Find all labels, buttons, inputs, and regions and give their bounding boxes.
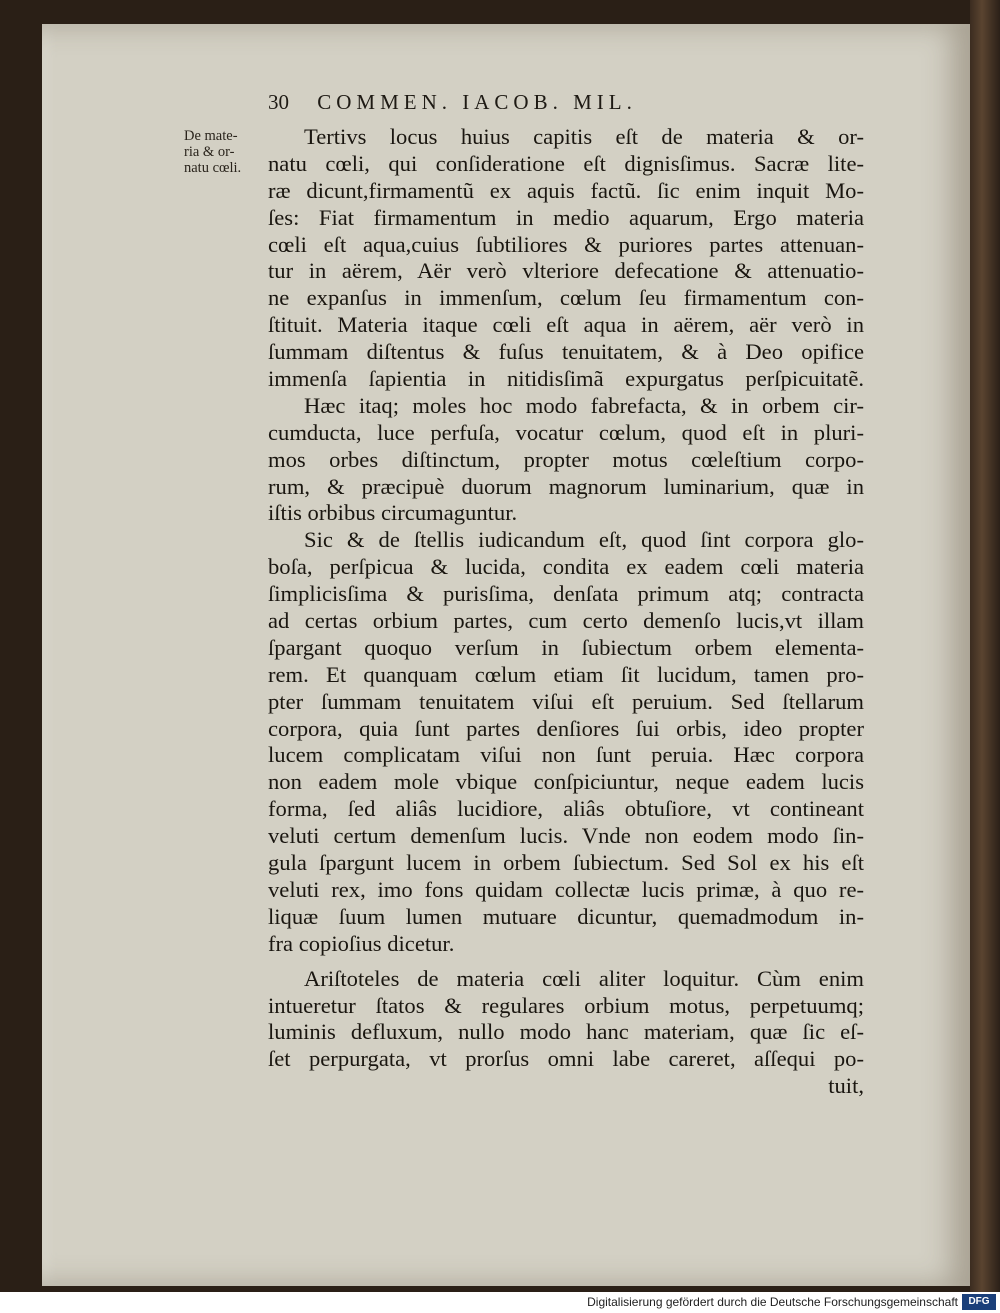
text-line: veluti certum demenſum lucis. Vnde non eodem modo ſin- <box>268 823 864 849</box>
text-line: rem. Et quanquam cœlum etiam ſit lucidum, tamen pro- <box>268 661 864 687</box>
text-line: ne expanſus in immenſum, cœlum ſeu firmamentum con- <box>268 285 864 311</box>
text-line: non eadem mole vbique conſpiciuntur, neque eadem lucis <box>268 769 864 795</box>
text-line: pter ſummam tenuitatem viſui eſt peruium. Sed ſtellarum <box>268 688 864 714</box>
text-line: forma, ſed aliâs lucidiore, aliâs obtuſiore, vt contineant <box>268 796 864 822</box>
margin-note <box>184 128 280 176</box>
text-line: Ariſtoteles de materia cœli aliter loquitur. Cùm enim <box>304 965 864 991</box>
text-line: fra copioſius dicetur. <box>268 930 455 956</box>
text-line: ſet perpurgata, vt prorſus omni labe careret, aſſequi po- <box>268 1046 864 1072</box>
text-line: ad certas orbium partes, cum certo demenſo lucis,vt illam <box>268 608 864 634</box>
text-line: Sic & de ſtellis iudicandum eſt, quod ſint corpora glo- <box>304 527 864 553</box>
text-line: luminis defluxum, nullo modo hanc materiam, quæ ſic eſ- <box>268 1019 864 1045</box>
text-line: immenſa ſapientia in nitidisſimã expurgatus perſpicuitatẽ. <box>268 366 864 392</box>
text-line: lucem complicatam viſui non ſunt peruia. Hæc corpora <box>268 742 864 768</box>
text-line: veluti rex, imo fons quidam collectæ lucis primæ, à quo re- <box>268 876 864 902</box>
page-number: 30 <box>268 90 289 114</box>
text-line: intueretur ſtatos & regulares orbium motus, perpetuumq; <box>268 992 864 1018</box>
text-line: iſtis orbibus circumaguntur. <box>268 500 518 526</box>
text-line: gula ſpargunt lucem in orbem ſubiectum. Sed Sol ex his eſt <box>268 850 864 876</box>
text-line: Tertivs locus huius capitis eſt de materia & or- <box>304 124 864 149</box>
text-line: ſtituit. Materia itaque cœli eſt aqua in aërem, aër verò in <box>268 312 864 338</box>
text-line: ſimplicisſima & purisſima, denſata primum atq; contracta <box>268 581 864 607</box>
text-line: Hæc itaq; moles hoc modo fabrefacta, & in orbem cir- <box>304 392 864 418</box>
text-line: ſes: Fiat firmamentum in medio aquarum, Ergo materia <box>268 204 864 230</box>
text-line: tur in aërem, Aër verò vlteriore defecatione & attenuatio- <box>268 258 864 284</box>
text-line: corpora, quia ſunt partes denſiores ſui orbis, ideo propter <box>268 715 864 741</box>
text-line: ræ dicunt,firmamentũ ex aquis factũ. ſic enim inquit Mo- <box>268 177 864 203</box>
book-spine <box>970 0 1000 1292</box>
body-text <box>268 124 864 1100</box>
dfg-logo: DFG <box>962 1294 996 1310</box>
paragraph-gap <box>268 958 864 966</box>
footer-bar <box>0 1292 1000 1313</box>
digitization-credit: Digitalisierung gefördert durch die Deutsche Forschungsgemeinschaft <box>587 1295 958 1309</box>
margin-note-line: natu cœli. <box>184 160 242 176</box>
text-line: natu cœli, qui conſideratione eſt dignisſimus. Sacræ lite- <box>268 150 864 176</box>
margin-note-line: ria & or- <box>184 144 235 160</box>
text-line: liquæ ſuum lumen mutuare dicuntur, quemadmodum in- <box>268 903 864 929</box>
catchword: tuit, <box>828 1073 864 1099</box>
margin-note-line: De mate- <box>184 128 238 144</box>
running-header <box>268 90 868 115</box>
text-line: mos orbes diſtinctum, propter motus cœleſtium corpo- <box>268 446 864 472</box>
text-line: cumducta, luce perfuſa, vocatur cœlum, quod eſt in pluri- <box>268 419 864 445</box>
text-line: boſa, perſpicua & lucida, condita ex eadem cœli materia <box>268 554 864 580</box>
text-line: rum, & præcipuè duorum magnorum luminarium, quæ in <box>268 473 864 499</box>
text-line: cœli eſt aqua,cuius ſubtiliores & puriores partes attenuan- <box>268 231 864 257</box>
running-title: COMMEN. IACOB. MIL. <box>317 90 637 114</box>
text-line: ſummam diſtentus & fuſus tenuitatem, & à Deo opifice <box>268 339 864 365</box>
text-line: ſpargant quoquo verſum in ſubiectum orbem elementa- <box>268 634 864 660</box>
